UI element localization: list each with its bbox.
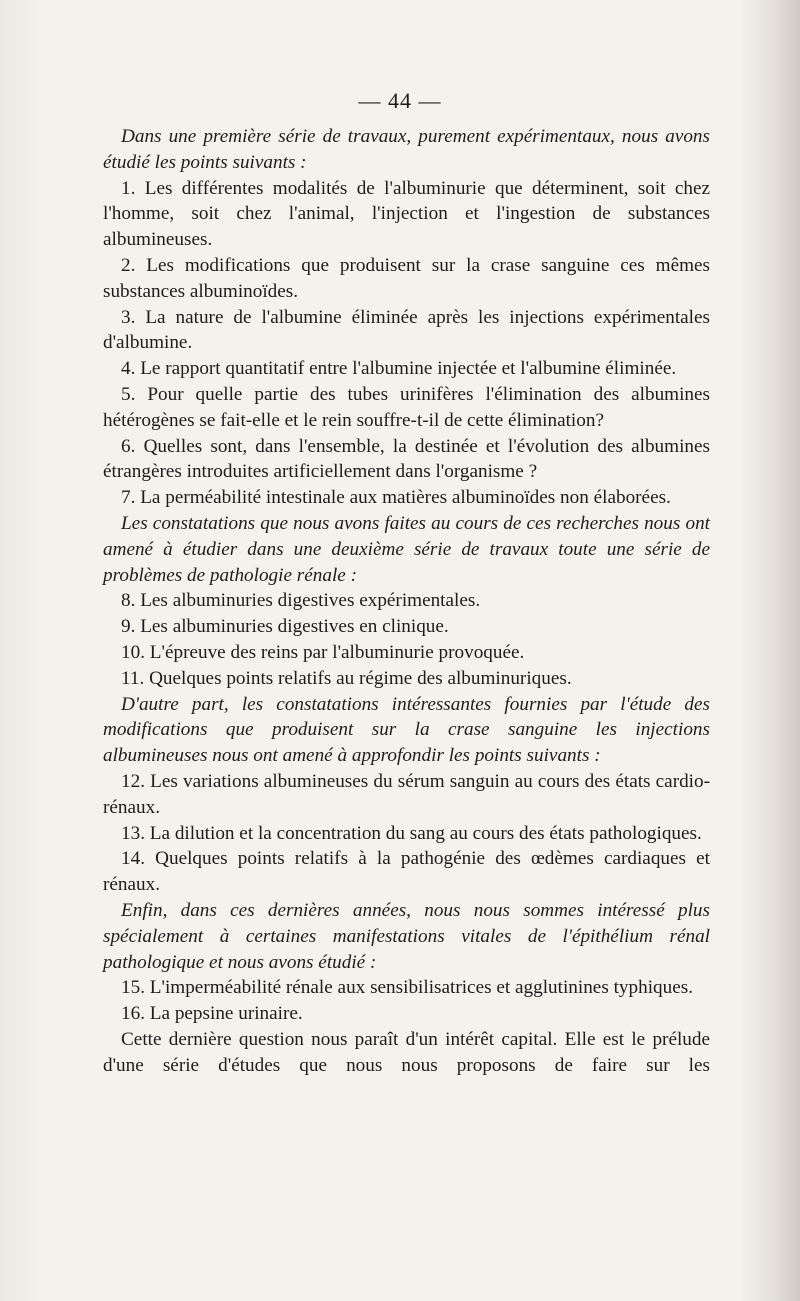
list-item: 2. Les modifications que produisent sur la crase sanguine ces mêmes substances albuminoïdes.: [103, 254, 710, 302]
list-item: 4. Le rapport quantitatif entre l'albumine injectée et l'albumine éliminée.: [121, 358, 677, 380]
list-item: 15. L'imperméabilité rénale aux sensibilisatrices et agglutinines typhiques.: [121, 977, 693, 999]
section-intro-paragraph: Les constatations que nous avons faites au cours de ces recherches nous ont amené à étudier dans une deuxième série de travaux toute une série de problèmes de pathologie rénale :: [103, 512, 710, 586]
intro-paragraph: Dans une première série de travaux, purement expérimentaux, nous avons étudié les points suivants :: [103, 126, 710, 173]
list-item: 8. Les albuminuries digestives expérimentales.: [121, 590, 481, 612]
section-intro-paragraph: D'autre part, les constatations intéressantes fournies par l'étude des modifications que produisent sur la crase sanguine les injections albumineuses nous ont amené à approfondir les points suivants :: [103, 693, 710, 767]
list-item: 16. La pepsine urinaire.: [121, 1003, 303, 1025]
section-intro-paragraph: Enfin, dans ces dernières années, nous nous sommes intéressé plus spécialement à certaines manifestations vitales de l'épithélium rénal pathologique et nous avons étudié :: [103, 899, 710, 973]
list-item: 9. Les albuminuries digestives en clinique.: [121, 616, 449, 638]
list-item: 6. Quelles sont, dans l'ensemble, la destinée et l'évolution des albumines étrangères introduites artificiellement dans l'organisme ?: [103, 435, 710, 483]
list-item: 13. La dilution et la concentration du sang au cours des états pathologiques.: [121, 822, 702, 844]
list-item: 11. Quelques points relatifs au régime des albuminuriques.: [121, 667, 572, 689]
list-item: 5. Pour quelle partie des tubes urinifères l'élimination des albumines hétérogènes se fait-elle et le rein souffre-t-il de cette élimination?: [103, 383, 710, 431]
list-item: 7. La perméabilité intestinale aux matières albuminoïdes non élaborées.: [121, 487, 671, 509]
list-item: 14. Quelques points relatifs à la pathogénie des œdèmes cardiaques et rénaux.: [103, 848, 710, 896]
list-item: 10. L'épreuve des reins par l'albuminurie provoquée.: [121, 641, 525, 663]
list-item: 12. Les variations albumineuses du sérum sanguin au cours des états cardio-rénaux.: [103, 770, 710, 818]
closing-paragraph: Cette dernière question nous paraît d'un intérêt capital. Elle est le prélude d'une série d'études que nous nous proposons de faire sur les: [103, 1028, 710, 1076]
list-item: 3. La nature de l'albumine éliminée après les injections expérimentales d'albumine.: [103, 306, 710, 354]
page-number: — 44 —: [358, 88, 442, 113]
list-item: 1. Les différentes modalités de l'albuminurie que déterminent, soit chez l'homme, soit chez l'animal, l'injection et l'ingestion de substances albumineuses.: [103, 177, 710, 251]
body-text: [103, 124, 710, 1078]
